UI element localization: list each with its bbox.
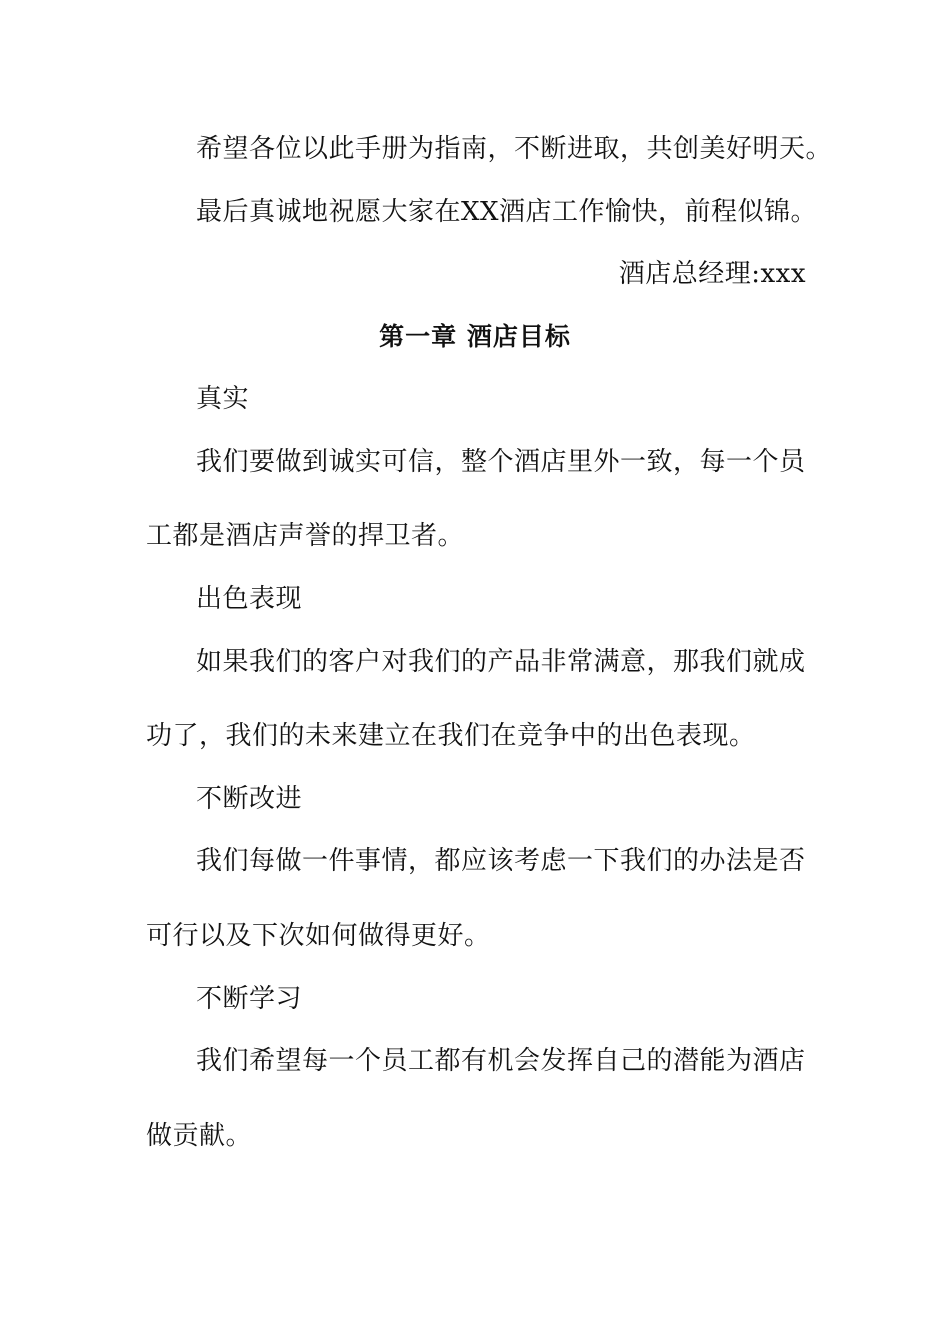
section-body-learning-line-1: 我们希望每一个员工都有机会发挥自己的潜能为酒店 — [196, 1046, 806, 1076]
section-body-improvement-line-2: 可行以及下次如何做得更好。 — [146, 921, 491, 951]
section-body-performance-line-1: 如果我们的客户对我们的产品非常满意，那我们就成 — [196, 647, 806, 677]
section-heading-performance: 出色表现 — [196, 584, 303, 614]
section-body-truthful-line-2: 工都是酒店声誉的捍卫者。 — [146, 521, 465, 551]
section-body-learning-line-2: 做贡献。 — [146, 1121, 253, 1151]
chapter-title: 第一章 酒店目标 — [379, 322, 571, 351]
section-body-performance-line-2: 功了，我们的未来建立在我们在竞争中的出色表现。 — [146, 721, 756, 751]
section-heading-improvement: 不断改进 — [196, 784, 303, 814]
section-body-truthful-line-1: 我们要做到诚实可信，整个酒店里外一致，每一个员 — [196, 447, 806, 477]
preface-line-1: 希望各位以此手册为指南，不断进取，共创美好明天。 — [196, 134, 833, 164]
signature: 酒店总经理:xxx — [618, 259, 806, 289]
section-body-improvement-line-1: 我们每做一件事情，都应该考虑一下我们的办法是否 — [196, 846, 806, 876]
section-heading-learning: 不断学习 — [196, 984, 303, 1014]
preface-line-2: 最后真诚地祝愿大家在XX酒店工作愉快，前程似锦。 — [196, 197, 818, 227]
section-heading-truthful: 真实 — [196, 384, 250, 414]
